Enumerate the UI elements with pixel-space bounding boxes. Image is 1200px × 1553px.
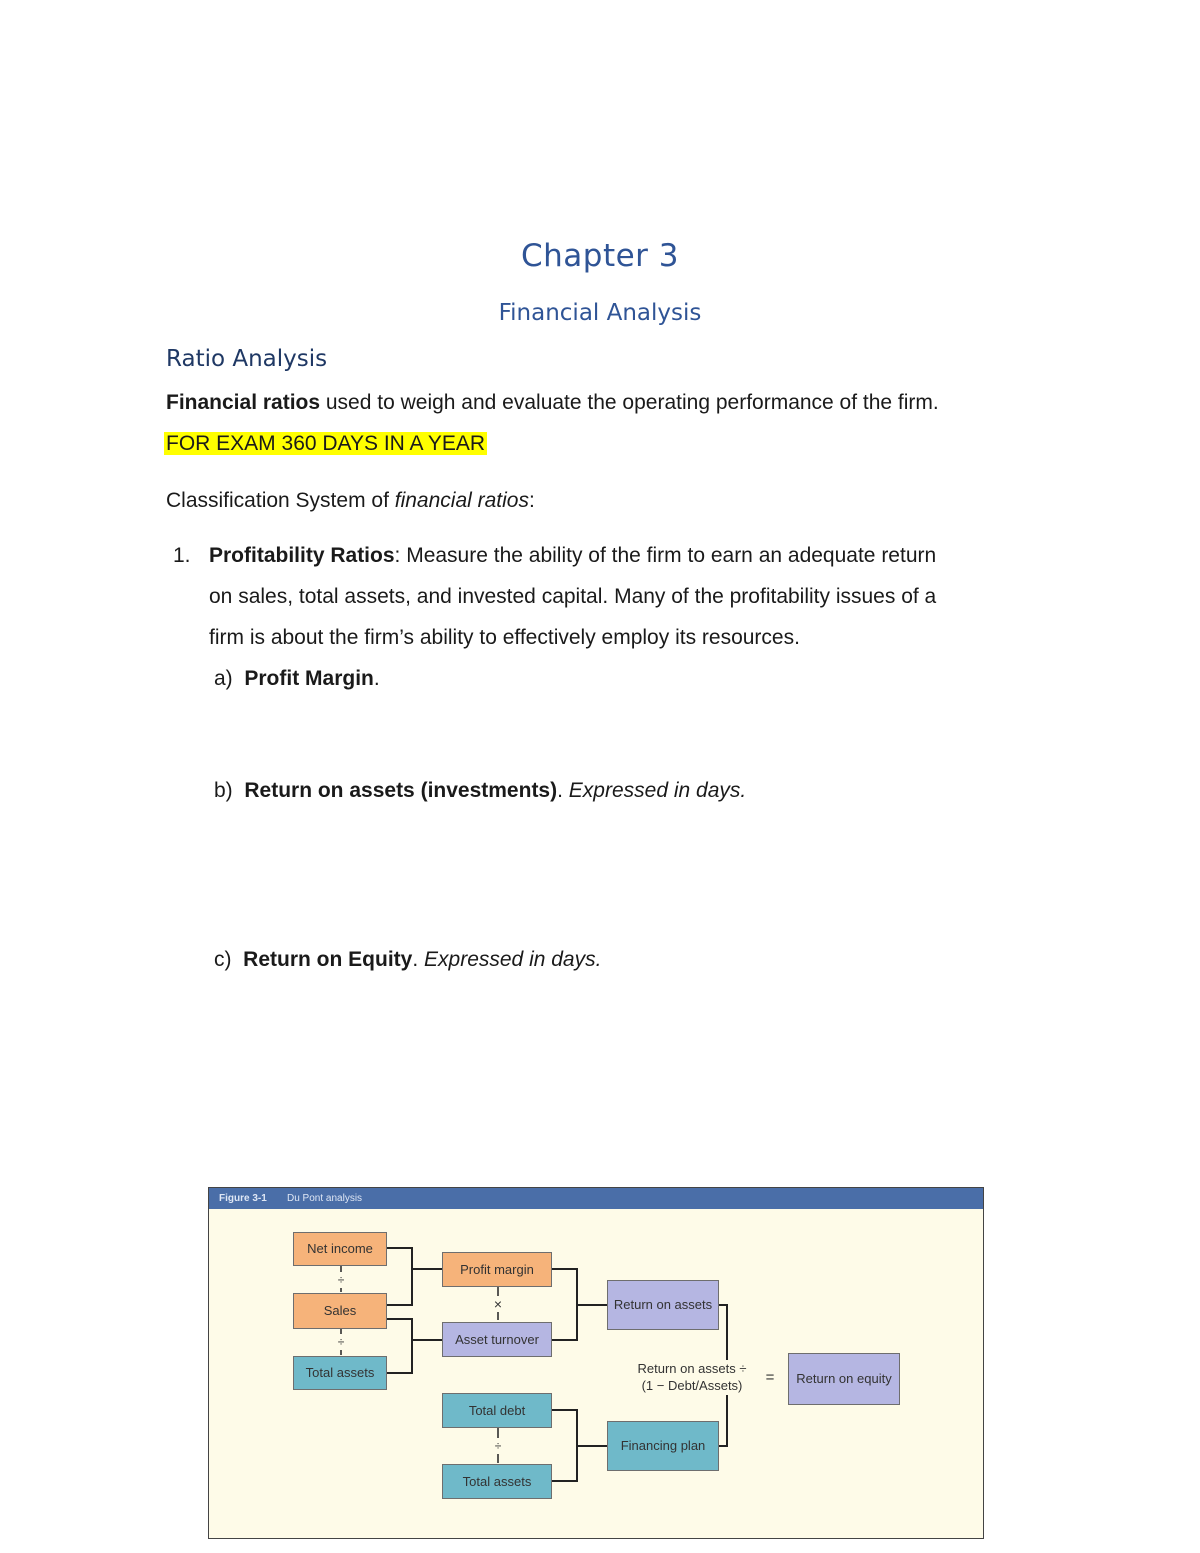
list-number-1: 1.	[173, 544, 191, 567]
connector-sales-at	[387, 1319, 442, 1340]
dupont-figure	[208, 1187, 984, 1539]
net-income-box: Net income	[293, 1232, 387, 1266]
connector-td-fp	[552, 1410, 607, 1446]
sales-box: Sales	[293, 1293, 387, 1329]
formula-line2: (1 − Debt/Assets)	[641, 1378, 743, 1393]
classification-prefix: Classification System of	[166, 489, 395, 512]
list-item-1-line3: firm is about the firm’s ability to effectively employ its resources.	[209, 626, 800, 649]
sub-item-c	[214, 939, 601, 980]
total-assets-2-box: Total assets	[442, 1464, 552, 1499]
sub-item-a-rest: .	[373, 667, 380, 690]
intro-term: Financial ratios	[166, 391, 321, 414]
chapter-title: Chapter 3	[520, 238, 680, 274]
sub-item-b-letter: b)	[214, 779, 233, 802]
exam-highlight: FOR EXAM 360 DAYS IN A YEAR	[166, 432, 486, 455]
return-on-assets-box: Return on assets	[607, 1280, 719, 1330]
divide-sign-3: ÷	[490, 1438, 506, 1454]
times-sign: ×	[490, 1296, 506, 1312]
connector-roa-formula	[719, 1305, 727, 1360]
profitability-term: Profitability Ratios	[209, 544, 395, 567]
divide-sign-1: ÷	[333, 1272, 349, 1288]
total-assets-box: Total assets	[293, 1356, 387, 1390]
profitability-def: : Measure the ability of the firm to earn an adequate return	[394, 544, 937, 567]
divide-sign-2: ÷	[333, 1334, 349, 1350]
roe-term: Return on Equity	[243, 948, 413, 971]
connector-ta-at	[387, 1340, 412, 1373]
asset-turnover-box: Asset turnover	[442, 1322, 552, 1357]
intro-paragraph	[166, 382, 939, 423]
classification-term: financial ratios	[394, 489, 529, 512]
profit-margin-term: Profit Margin	[244, 667, 374, 690]
financing-plan-box: Financing plan	[607, 1421, 719, 1471]
sub-item-b-rest: .	[557, 779, 569, 802]
equals-sign: =	[765, 1369, 775, 1386]
connector-pm-roa	[552, 1269, 607, 1305]
classification-line	[166, 480, 535, 521]
formula-line1: Return on assets ÷	[637, 1361, 747, 1376]
figure-caption: Du Pont analysis	[287, 1193, 363, 1204]
connector-fp-formula	[719, 1395, 727, 1446]
return-on-equity-box: Return on equity	[788, 1353, 900, 1405]
list-item-1-line2: on sales, total assets, and invested capital. Many of the profitability issues of a	[209, 585, 937, 608]
chapter-subtitle: Financial Analysis	[498, 300, 702, 326]
list-item-1-line1	[209, 535, 936, 576]
connector-ta2-fp	[552, 1446, 577, 1481]
connector-at-roa	[552, 1305, 577, 1340]
sub-item-c-note: Expressed in days.	[424, 948, 602, 971]
connector-ni-pm	[387, 1248, 442, 1269]
section-heading: Ratio Analysis	[166, 346, 328, 372]
roa-term: Return on assets (investments)	[244, 779, 558, 802]
sub-item-b-note: Expressed in days.	[568, 779, 747, 802]
sub-item-b	[214, 770, 746, 811]
profit-margin-box: Profit margin	[442, 1252, 552, 1287]
sub-item-a-letter: a)	[214, 667, 233, 690]
sub-item-c-letter: c)	[214, 948, 232, 971]
sub-item-a	[214, 658, 380, 699]
exam-note	[164, 423, 487, 464]
sub-item-c-rest: .	[412, 948, 425, 971]
figure-label: Figure 3-1	[219, 1193, 267, 1204]
total-debt-box: Total debt	[442, 1393, 552, 1428]
intro-definition: used to weigh and evaluate the operating performance of the firm.	[320, 391, 939, 414]
classification-suffix: :	[528, 489, 535, 512]
connector-sales-pm	[387, 1269, 412, 1305]
